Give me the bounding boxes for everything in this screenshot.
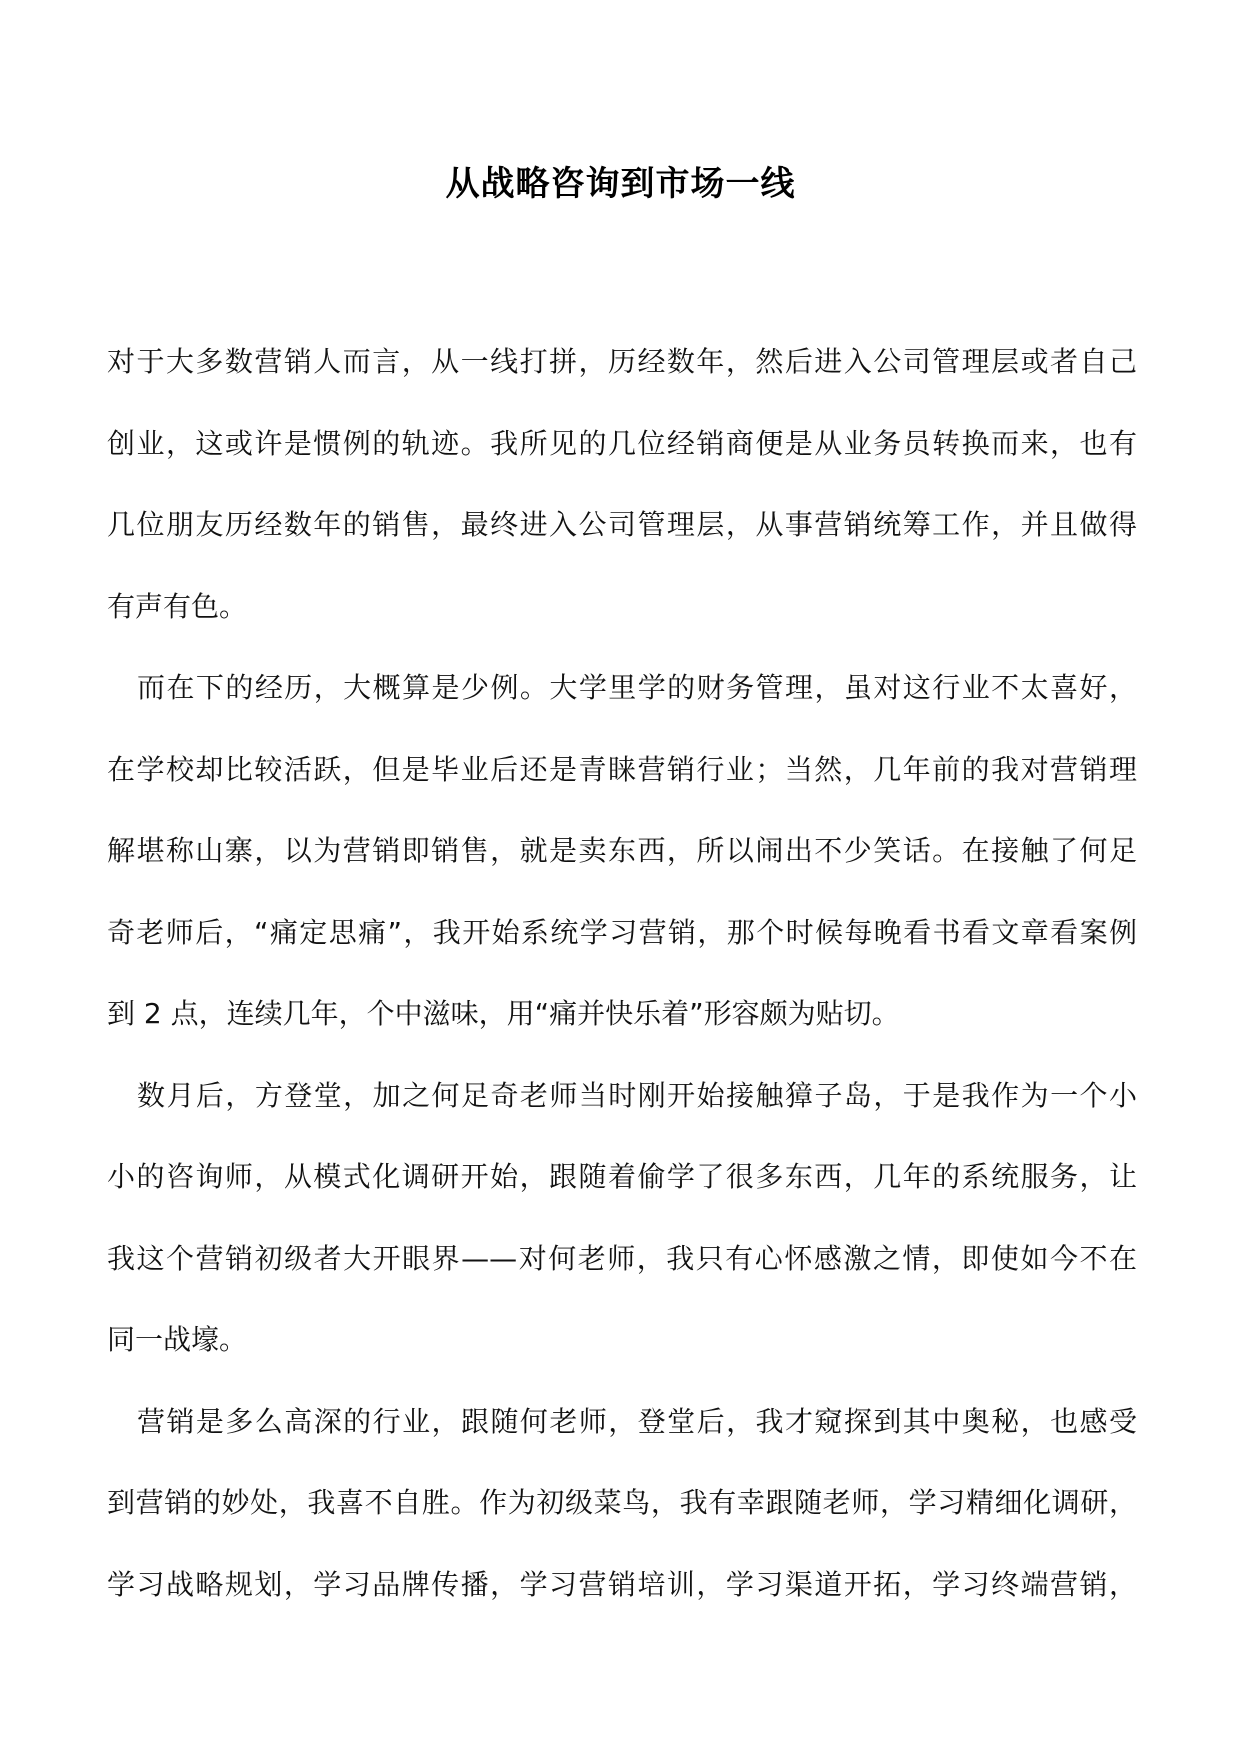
paragraph-line: 同一战壕。 [107,1323,248,1356]
paragraph-line: 创业，这或许是惯例的轨迹。我所见的几位经销商便是从业务员转换而来，也有 [107,426,1137,460]
paragraph-line: 几位朋友历经数年的销售，最终进入公司管理层，从事营销统筹工作，并且做得 [107,508,1137,541]
paragraph-line: 小的咨询师，从模式化调研开始，跟随着偷学了很多东西，几年的系统服务，让 [107,1160,1137,1193]
paragraph-line: 数月后，方登堂，加之何足奇老师当时刚开始接触獐子岛，于是我作为一个小 [137,1078,1137,1112]
document-title: 从战略咨询到市场一线 [445,164,796,204]
paragraph-line: 我这个营销初级者大开眼界——对何老师，我只有心怀感激之情，即使如今不在 [107,1241,1137,1275]
paragraph-line: 有声有色。 [107,589,248,623]
paragraph-line: 解堪称山寨，以为营销即销售，就是卖东西，所以闹出不少笑话。在接触了何足 [107,834,1137,867]
paragraph-line: 学习战略规划，学习品牌传播，学习营销培训，学习渠道开拓，学习终端营销， [107,1567,1137,1601]
paragraph-line: 营销是多么高深的行业，跟随何老师，登堂后，我才窥探到其中奥秘，也感受 [137,1404,1137,1438]
paragraph-line: 到 2 点，连续几年，个中滋味，用“痛并快乐着”形容颇为贴切。 [107,997,900,1030]
document-body [107,344,1137,1648]
paragraph-line: 奇老师后，“痛定思痛”，我开始系统学习营销，那个时候每晚看书看文章看案例 [107,915,1137,949]
paragraph-line: 到营销的妙处，我喜不自胜。作为初级菜鸟，我有幸跟随老师，学习精细化调研， [107,1486,1137,1519]
paragraph-line: 而在下的经历，大概算是少例。大学里学的财务管理，虽对这行业不太喜好， [137,671,1137,704]
paragraph-line: 对于大多数营销人而言，从一线打拼，历经数年，然后进入公司管理层或者自己 [107,345,1137,378]
paragraph-line: 在学校却比较活跃，但是毕业后还是青睐营销行业；当然，几年前的我对营销理 [107,752,1137,786]
